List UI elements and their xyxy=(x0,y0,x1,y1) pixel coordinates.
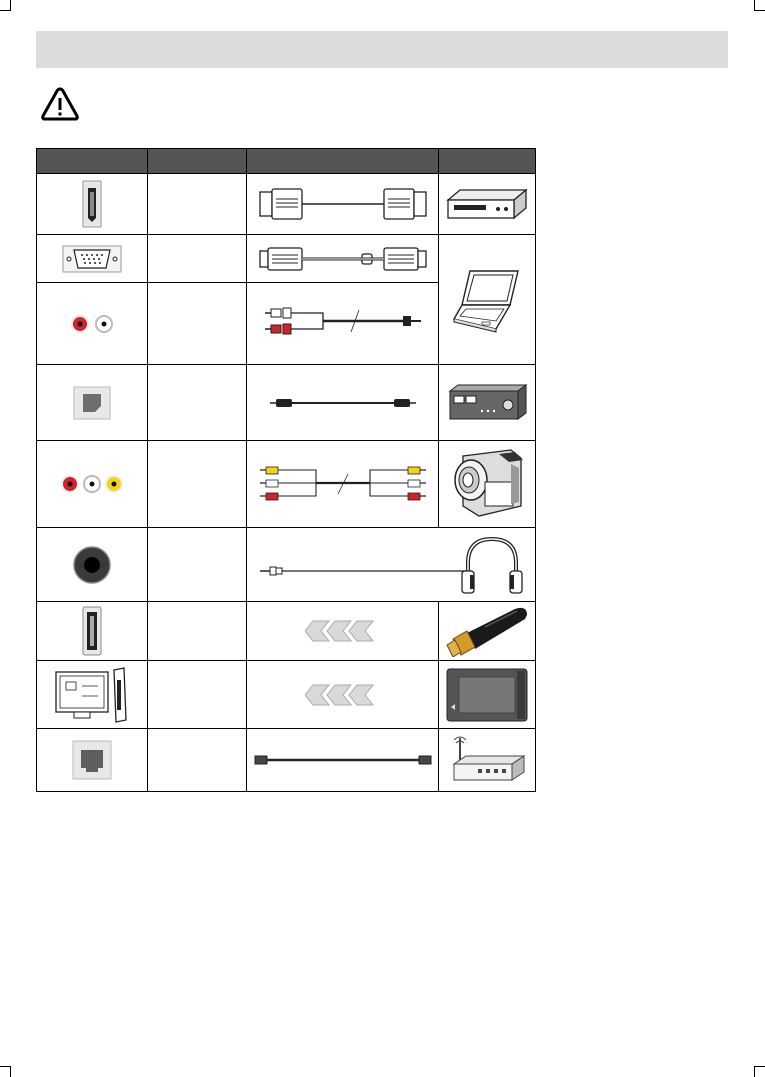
type-cell xyxy=(148,528,247,602)
vga-cable-icon xyxy=(258,244,428,274)
cable-cell xyxy=(247,235,439,283)
av-rca-cable-icon xyxy=(258,462,428,506)
type-cell xyxy=(148,661,247,729)
connector-cell xyxy=(37,235,148,283)
header-cable xyxy=(247,149,439,174)
hdmi-port-icon xyxy=(82,180,102,228)
hdmi-cable-icon xyxy=(258,184,428,224)
headphones-icon xyxy=(462,539,522,593)
type-cell xyxy=(148,365,247,441)
connector-cell xyxy=(37,174,148,235)
device-cell xyxy=(439,661,536,729)
type-cell xyxy=(148,441,247,528)
device-cell xyxy=(439,602,536,661)
device-cell xyxy=(439,365,536,441)
ci-slot-icon xyxy=(54,666,130,724)
crop-mark-bottom-right xyxy=(754,1066,765,1077)
vga-port-icon xyxy=(62,245,122,273)
ethernet-port-icon xyxy=(72,740,112,780)
header-type xyxy=(148,149,247,174)
table-header-row xyxy=(37,149,536,174)
connector-cell xyxy=(37,528,148,602)
connector-cell xyxy=(37,441,148,528)
connector-cell xyxy=(37,729,148,792)
header-connector xyxy=(37,149,148,174)
cam-module-icon xyxy=(445,667,529,723)
cable-cell xyxy=(247,661,439,729)
rca-to-jack-cable-icon xyxy=(263,302,423,346)
type-cell xyxy=(148,283,247,365)
crop-mark-top-right xyxy=(754,0,765,11)
cable-cell xyxy=(247,174,439,235)
connection-table xyxy=(36,148,536,792)
cable-cell xyxy=(247,365,439,441)
cable-cell xyxy=(247,729,439,792)
device-cell xyxy=(439,235,536,365)
table-row xyxy=(37,602,536,661)
laptop-icon xyxy=(452,267,522,333)
av-rca-port-icon xyxy=(60,472,124,496)
connector-cell xyxy=(37,661,148,729)
table-row xyxy=(37,528,536,602)
headphone-cable-icon xyxy=(256,533,526,597)
insert-arrows-icon xyxy=(305,684,381,706)
cable-cell xyxy=(247,283,439,365)
cable-cell xyxy=(247,528,536,602)
device-cell xyxy=(439,174,536,235)
type-cell xyxy=(148,729,247,792)
audio-rca-port-icon xyxy=(70,314,114,334)
optical-cable-icon xyxy=(268,395,418,411)
connector-cell xyxy=(37,365,148,441)
cable-cell xyxy=(247,602,439,661)
table-row xyxy=(37,365,536,441)
camcorder-icon xyxy=(449,446,525,522)
connector-cell xyxy=(37,602,148,661)
usb-port-icon xyxy=(82,606,102,656)
device-cell xyxy=(439,441,536,528)
cable-cell xyxy=(247,441,439,528)
type-cell xyxy=(148,602,247,661)
device-cell xyxy=(439,729,536,792)
table-row xyxy=(37,441,536,528)
table-row xyxy=(37,661,536,729)
optical-port-icon xyxy=(73,386,111,420)
type-cell xyxy=(148,235,247,283)
headphone-jack-icon xyxy=(72,545,112,585)
usb-stick-icon xyxy=(445,605,529,657)
crop-mark-top-left xyxy=(0,0,11,11)
ethernet-cable-icon xyxy=(253,752,433,768)
audio-amplifier-icon xyxy=(446,383,528,423)
warning-icon xyxy=(40,86,80,122)
header-device xyxy=(439,149,536,174)
page-title-bar xyxy=(36,31,728,68)
crop-mark-bottom-left xyxy=(0,1066,11,1077)
table-row xyxy=(37,174,536,235)
connector-cell xyxy=(37,283,148,365)
dvd-player-icon xyxy=(446,186,528,222)
router-icon xyxy=(446,734,528,786)
table-row xyxy=(37,729,536,792)
table-row xyxy=(37,235,536,283)
type-cell xyxy=(148,174,247,235)
insert-arrows-icon xyxy=(305,620,381,642)
